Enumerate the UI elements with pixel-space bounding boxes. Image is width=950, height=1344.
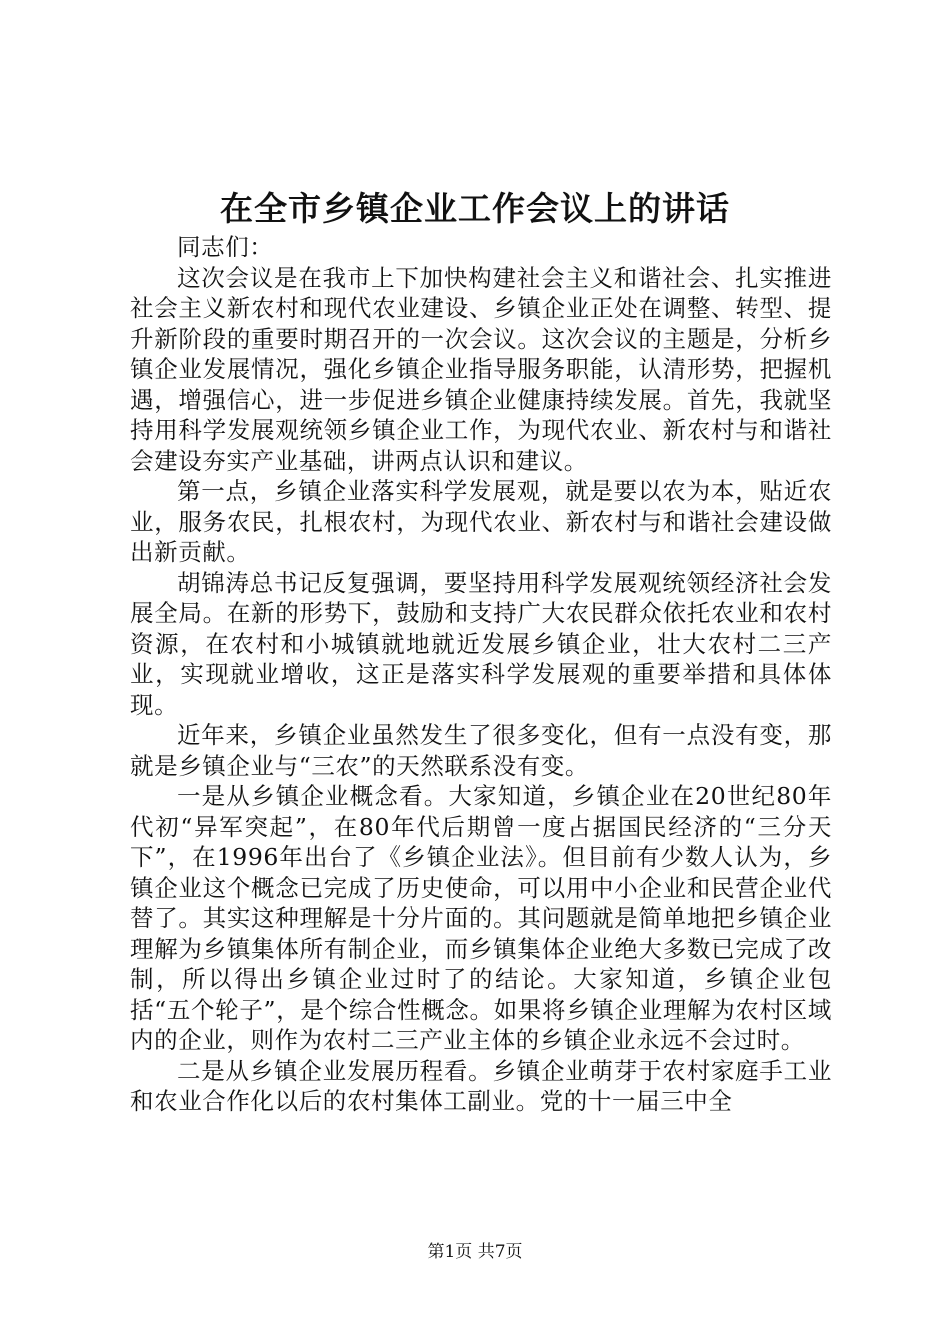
body-paragraph: 这次会议是在我市上下加快构建社会主义和谐社会、扎实推进社会主义新农村和现代农业建设、乡镇企业正处在调整、转型、提升新阶段的重要时期召开的一次会议。这次会议的主题是，分析乡镇企业发展情况，强化乡镇企业指导服务职能，认清形势，把握机遇，增强信心，进一步促进乡镇企业健康持续发展。首先，我就坚持用科学发展观统领乡镇企业工作，为现代农业、新农村与和谐社会建设夯实产业基础，讲两点认识和建议。	[130, 263, 832, 475]
body-paragraph: 胡锦涛总书记反复强调，要坚持用科学发展观统领经济社会发展全局。在新的形势下，鼓励和支持广大农民群众依托农业和农村资源，在农村和小城镇就地就近发展乡镇企业，壮大农村二三产业，实现就业增收，这正是落实科学发展观的重要举措和具体体现。	[130, 568, 832, 719]
page-number-footer: 第1页 共7页	[427, 1242, 523, 1262]
body-paragraph: 一是从乡镇企业概念看。大家知道，乡镇企业在20世纪80年代初“异军突起”，在80年代后期曾一度占据国民经济的“三分天下”，在1996年出台了《乡镇企业法》。但目前有少数人认为，乡镇企业这个概念已完成了历史使命，可以用中小企业和民营企业代替了。其实这种理解是十分片面的。其问题就是简单地把乡镇企业理解为乡镇集体所有制企业，而乡镇集体企业绝大多数已完成了改制，所以得出乡镇企业过时了的结论。大家知道，乡镇企业包括“五个轮子”，是个综合性概念。如果将乡镇企业理解为农村区域内的企业，则作为农村二三产业主体的乡镇企业永远不会过时。	[130, 782, 832, 1054]
body-paragraph: 第一点，乡镇企业落实科学发展观，就是要以农为本，贴近农业，服务农民，扎根农村，为现代农业、新农村与和谐社会建设做出新贡献。	[130, 477, 832, 566]
body-paragraph: 近年来，乡镇企业虽然发生了很多变化，但有一点没有变，那就是乡镇企业与“三农”的天然联系没有变。	[130, 721, 832, 780]
body-paragraph: 二是从乡镇企业发展历程看。乡镇企业萌芽于农村家庭手工业和农业合作化以后的农村集体工副业。党的十一届三中全	[130, 1056, 832, 1115]
document-title: 在全市乡镇企业工作会议上的讲话	[220, 189, 730, 228]
salutation-paragraph: 同志们：	[177, 233, 274, 261]
document-body	[130, 232, 832, 1117]
